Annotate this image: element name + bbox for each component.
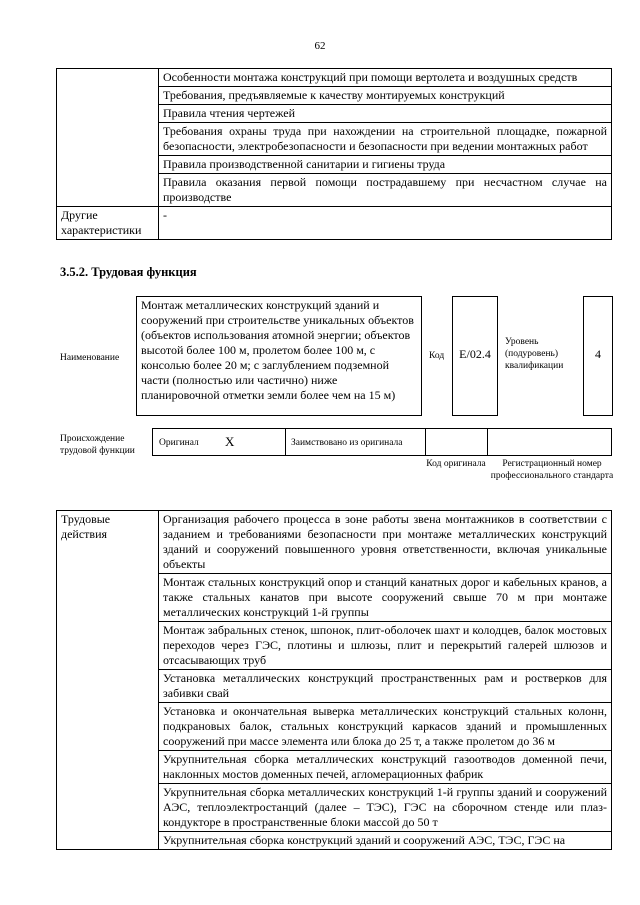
table-row: Установка металлических конструкций пространственных рам и ростверков для забивки свай [159, 670, 612, 703]
knowledge-table [56, 68, 612, 240]
table-row: Особенности монтажа конструкций при помощи вертолета и воздушных средств [159, 69, 612, 87]
name-label: Наименование [60, 353, 120, 363]
labor-actions-table [56, 510, 612, 850]
code-label: Код [429, 351, 445, 361]
function-name-box: Монтаж металлических конструкций зданий и сооружений при строительстве уникальных объектов (объектов использования атомной энергии; объектов высотой более 100 м, пролетом более 100 м, с консолью более 20 м; с заглублением подземной части (полностью или частично) ниже планировочной отметки земли более чем на 15 м) [136, 296, 422, 416]
divider [285, 429, 286, 455]
table-row: Установка и окончательная выверка металлических конструкций стальных колонн, подкрановых балок, стальных конструкций каркасов зданий и промышленных сооружений при массе элемента или блока до 25 т, а также пролетом до 36 м [159, 703, 612, 751]
table-row: Укрупнительная сборка металлических конструкций 1-й группы зданий и сооружений АЭС, теплоэлектростанций (далее – ТЭС), ГЭС на сборочном стенде или плаз-кондукторе в пространственные блоки массой до 50 т [159, 784, 612, 832]
divider [487, 429, 488, 455]
level-label: Уровень (подуровень) квалификации [505, 337, 564, 371]
borrowed-label: Заимствовано из оригинала [291, 438, 403, 448]
section-heading: 3.5.2. Трудовая функция [60, 265, 197, 279]
code-original-label: Код оригинала [426, 459, 486, 469]
reg-number-label: Регистрационный номер профессионального стандарта [490, 459, 614, 481]
table-row: Требования, предъявляемые к качеству монтируемых конструкций [159, 87, 612, 105]
table-row: Укрупнительная сборка металлических конструкций газоотводов доменной печи, наклонных мостов доменных печей, агломерационных фабрик [159, 751, 612, 784]
page-number: 62 [314, 40, 326, 52]
table-row: Монтаж стальных конструкций опор и станций канатных дорог и кабельных кранов, а также стальных канатов при высоте сооружений свыше 70 м при монтаже металлических конструкций 1-й группы [159, 574, 612, 622]
origin-label: Происхождение трудовой функции [60, 434, 135, 456]
table-row: Правила чтения чертежей [159, 105, 612, 123]
original-label: Оригинал [159, 438, 199, 448]
table-label-cell [57, 69, 159, 207]
divider [425, 429, 426, 455]
table-row: Укрупнительная сборка конструкций зданий и сооружений АЭС, ТЭС, ГЭС на [159, 832, 612, 850]
origin-row [152, 428, 612, 456]
table-row: Правила оказания первой помощи пострадавшему при несчастном случае на производстве [159, 174, 612, 207]
table-row: Требования охраны труда при нахождении на строительной площадке, пожарной безопасности, электробезопасности и безопасности при ведении монтажных работ [159, 123, 612, 156]
labor-actions-label: Трудовые действия [57, 511, 159, 850]
table-row: Правила производственной санитарии и гигиены труда [159, 156, 612, 174]
other-characteristics-value: - [159, 207, 612, 240]
table-row: Организация рабочего процесса в зоне работы звена монтажников в соответствии с заданием и требованиями безопасности при монтаже металлических конструкций зданий и сооружений повышенного уровня ответственности, включая уникальные объекты [159, 511, 612, 574]
original-mark: X [225, 434, 235, 449]
other-characteristics-label: Другие характеристики [57, 207, 159, 240]
table-row: Монтаж забральных стенок, шпонок, плит-оболочек шахт и колодцев, балок мостовых переходов через ГЭС, плотины и шлюзы, плит и перекрытий галерей шлюзов и отсасывающих труб [159, 622, 612, 670]
level-value-box: 4 [583, 296, 613, 416]
code-value-box: E/02.4 [452, 296, 498, 416]
